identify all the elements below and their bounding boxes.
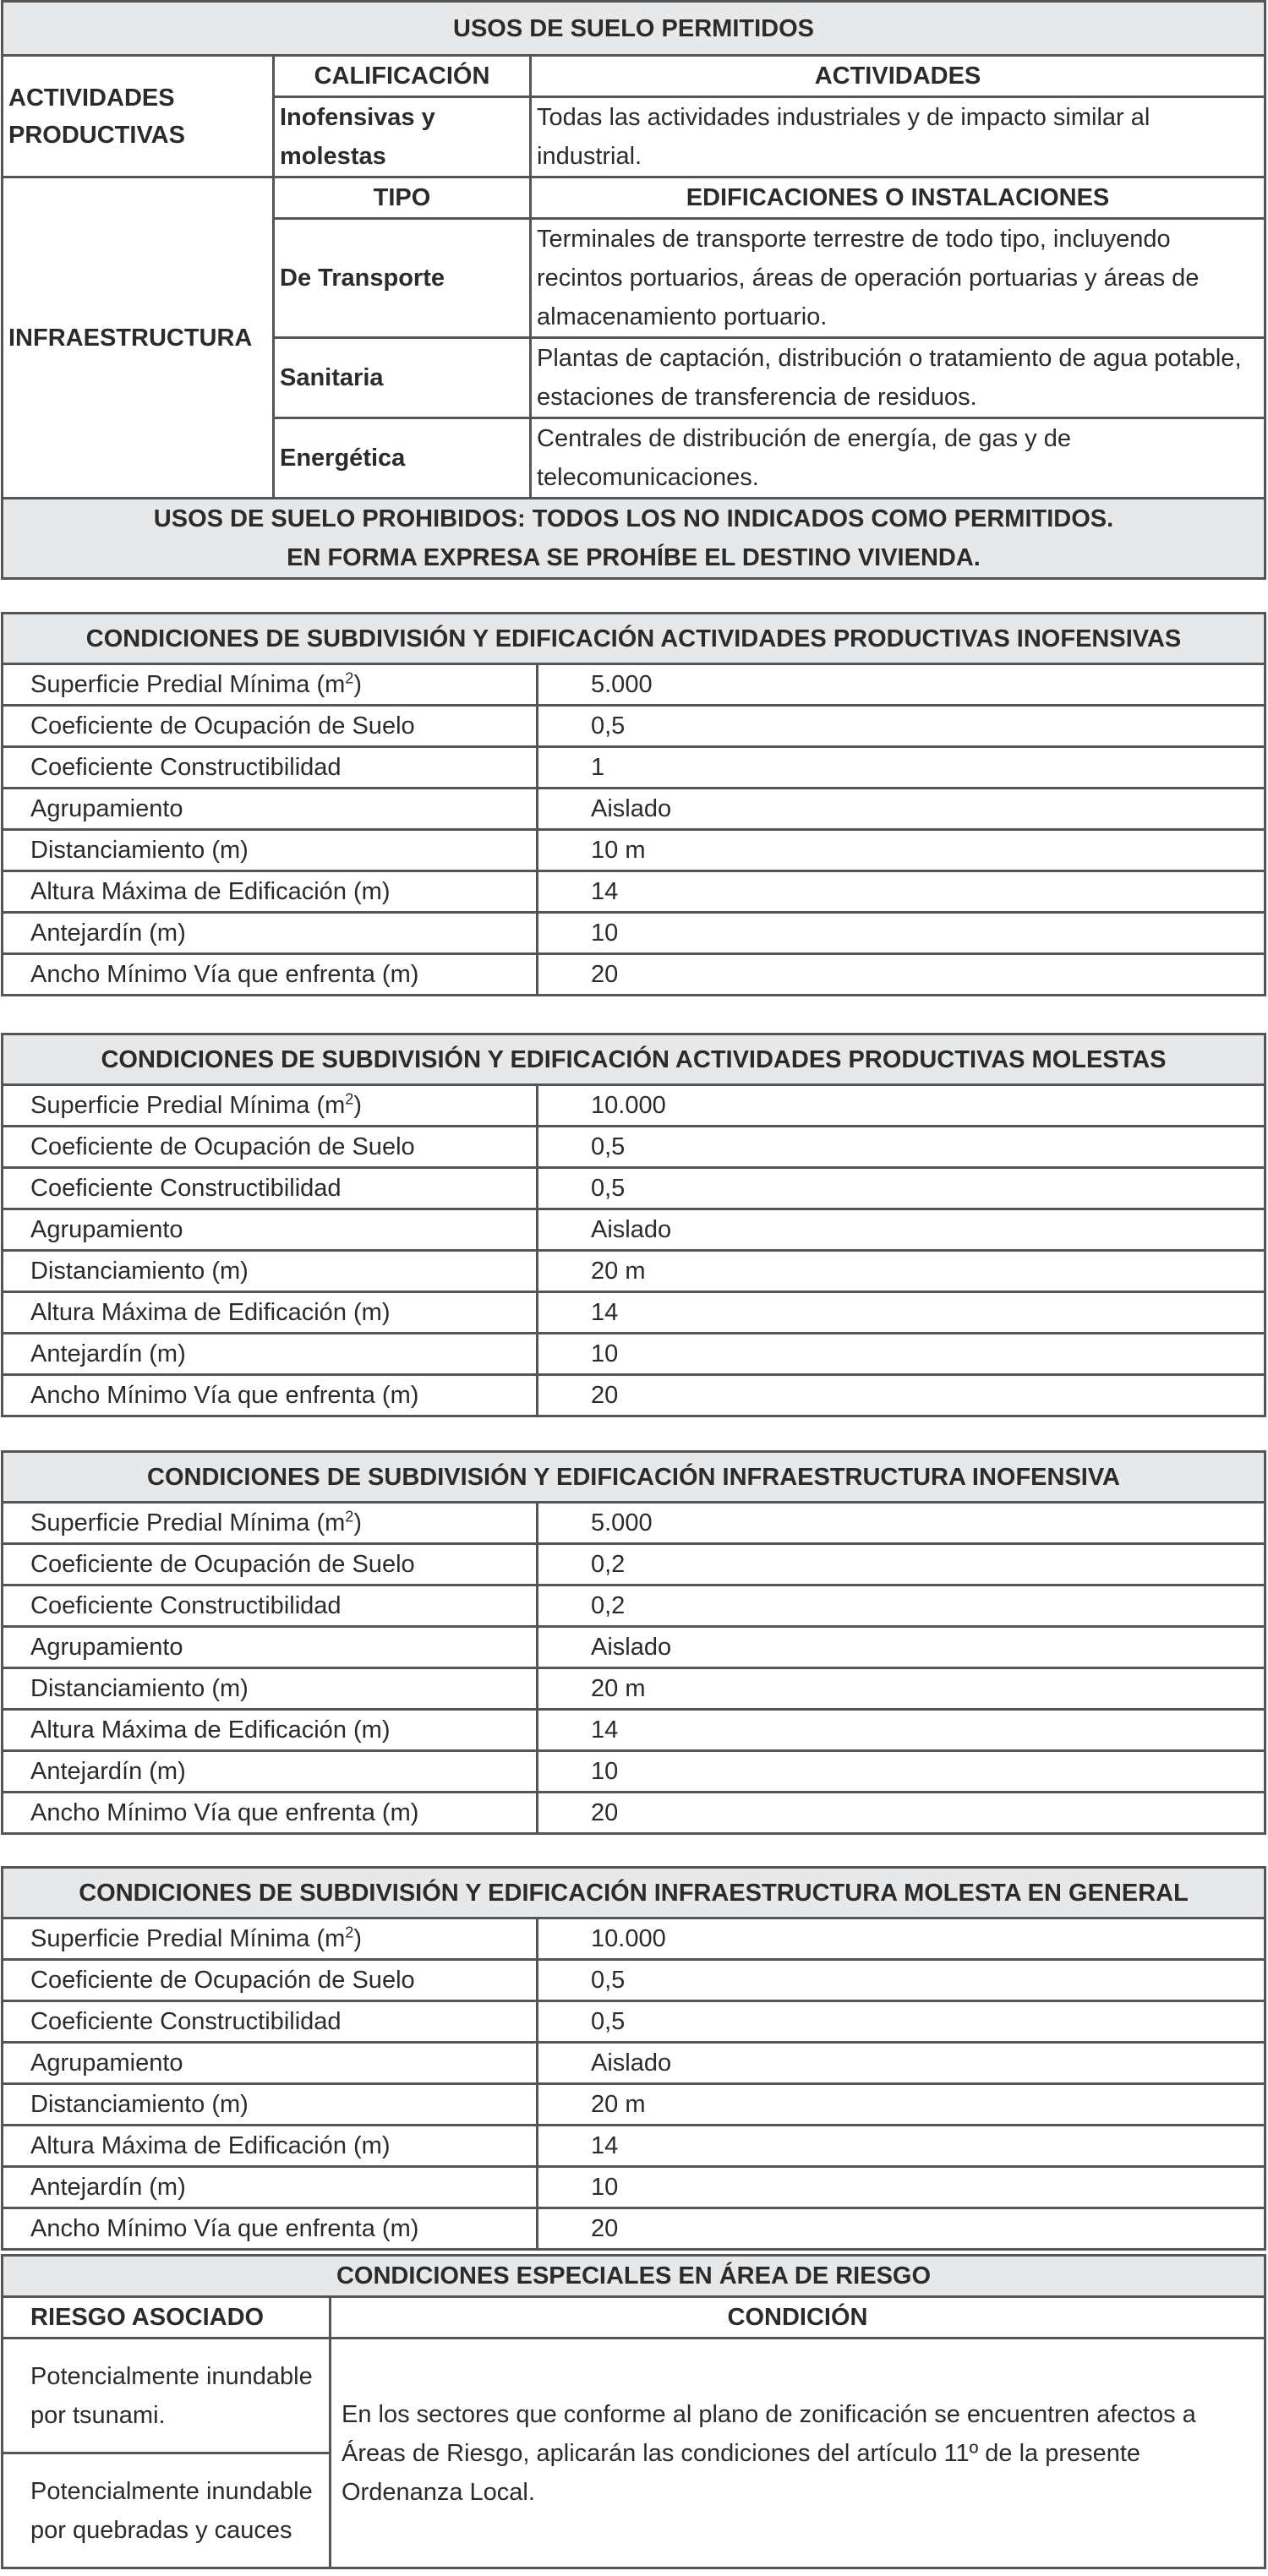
label-text: Ancho Mínimo Vía que enfrenta (m) xyxy=(30,961,419,988)
label-text: Superficie Predial Mínima (m xyxy=(30,671,346,698)
condicion-label xyxy=(3,664,538,706)
condicion-value: 5.000 xyxy=(538,1503,1265,1544)
label-text: Coeficiente Constructibilidad xyxy=(30,1175,342,1202)
condicion-value: 0,5 xyxy=(538,1168,1265,1209)
condicion-row xyxy=(3,954,1265,996)
condicion-row xyxy=(3,1585,1265,1627)
condicion-value: 0,5 xyxy=(538,1127,1265,1168)
label-superscript: 2 xyxy=(345,1924,354,1941)
usos-de-suelo-table xyxy=(1,0,1266,580)
condicion-value: 14 xyxy=(538,871,1265,913)
label-text: Agrupamiento xyxy=(30,1216,183,1243)
riesgo-value: Potencialmente inundable por quebradas y cauces xyxy=(3,2453,331,2568)
condiciones-rows xyxy=(3,664,1265,996)
condicion-row xyxy=(3,2001,1265,2043)
condicion-label xyxy=(3,913,538,954)
condicion-label xyxy=(3,2084,538,2126)
condicion-label xyxy=(3,2043,538,2084)
label-text: Antejardín (m) xyxy=(30,2174,186,2201)
condicion-row xyxy=(3,1668,1265,1710)
prohibidos-line-2: EN FORMA EXPRESA SE PROHÍBE EL DESTINO VIVIENDA. xyxy=(287,544,981,571)
condicion-label xyxy=(3,954,538,996)
condicion-label xyxy=(3,2126,538,2167)
condicion-row xyxy=(3,664,1265,706)
edificaciones-value: Terminales de transporte terrestre de todo tipo, incluyendo recintos portuarios, áreas de operación portuarias y áreas de almacenamiento portuario. xyxy=(531,219,1265,338)
condicion-row xyxy=(3,2167,1265,2208)
usos-title: USOS DE SUELO PERMITIDOS xyxy=(3,2,1265,56)
condicion-value: 10.000 xyxy=(538,1085,1265,1127)
condicion-label xyxy=(3,871,538,913)
label-suffix: ) xyxy=(353,1509,362,1536)
condiciones-title: CONDICIONES DE SUBDIVISIÓN Y EDIFICACIÓN ACTIVIDADES PRODUCTIVAS MOLESTAS xyxy=(3,1034,1265,1085)
condicion-value: Aislado xyxy=(538,2043,1265,2084)
condicion-label xyxy=(3,1127,538,1168)
condicion-value: 14 xyxy=(538,1710,1265,1751)
condiciones-table xyxy=(1,1866,1266,2251)
condicion-row xyxy=(3,2043,1265,2084)
condicion-row xyxy=(3,913,1265,954)
riesgo-asociado-header: RIESGO ASOCIADO xyxy=(3,2297,331,2339)
label-superscript: 2 xyxy=(345,1090,354,1108)
condicion-value: 20 xyxy=(538,954,1265,996)
actividades-header: ACTIVIDADES xyxy=(531,56,1265,97)
condicion-value: 0,2 xyxy=(538,1544,1265,1585)
condicion-label xyxy=(3,1544,538,1585)
condicion-row xyxy=(3,2084,1265,2126)
condicion-value: En los sectores que conforme al plano de zonificación se encuentren afectos a Áreas de Riesgo, aplicarán las condiciones del artículo 11º de la presente Ordenanza Local. xyxy=(331,2339,1265,2568)
label-text: Agrupamiento xyxy=(30,795,183,822)
condicion-label xyxy=(3,706,538,747)
condicion-row xyxy=(3,747,1265,789)
condiciones-table xyxy=(1,1033,1266,1417)
label-text: Distanciamiento (m) xyxy=(30,837,249,864)
label-text: Coeficiente de Ocupación de Suelo xyxy=(30,1967,415,1994)
label-text: Altura Máxima de Edificación (m) xyxy=(30,1716,391,1744)
condicion-label xyxy=(3,1334,538,1375)
label-text: Antejardín (m) xyxy=(30,920,186,947)
calificacion-header: CALIFICACIÓN xyxy=(274,56,531,97)
prohibidos-note xyxy=(3,499,1265,579)
condiciones-title: CONDICIONES DE SUBDIVISIÓN Y EDIFICACIÓN ACTIVIDADES PRODUCTIVAS INOFENSIVAS xyxy=(3,614,1265,664)
infraestructura-label: INFRAESTRUCTURA xyxy=(3,177,274,499)
condicion-value: 5.000 xyxy=(538,664,1265,706)
edificaciones-header: EDIFICACIONES O INSTALACIONES xyxy=(531,177,1265,219)
condicion-row xyxy=(3,1960,1265,2001)
condicion-row xyxy=(3,1627,1265,1668)
condicion-value: 10 xyxy=(538,1334,1265,1375)
condicion-value: Aislado xyxy=(538,1627,1265,1668)
condicion-row xyxy=(3,1292,1265,1334)
label-text: Coeficiente de Ocupación de Suelo xyxy=(30,1133,415,1160)
condicion-label xyxy=(3,747,538,789)
condicion-row xyxy=(3,706,1265,747)
label-text: Ancho Mínimo Vía que enfrenta (m) xyxy=(30,2215,419,2242)
condicion-row xyxy=(3,789,1265,830)
condicion-value: 0,5 xyxy=(538,1960,1265,2001)
condicion-label xyxy=(3,830,538,871)
condiciones-title: CONDICIONES DE SUBDIVISIÓN Y EDIFICACIÓN INFRAESTRUCTURA INOFENSIVA xyxy=(3,1452,1265,1503)
riesgo-row xyxy=(3,2339,1265,2453)
label-text: Coeficiente Constructibilidad xyxy=(30,1592,342,1619)
condicion-row xyxy=(3,871,1265,913)
condicion-value: 10 xyxy=(538,1751,1265,1793)
label-text: Coeficiente de Ocupación de Suelo xyxy=(30,712,415,740)
condicion-value: Aislado xyxy=(538,789,1265,830)
condicion-label xyxy=(3,2001,538,2043)
riesgo-table xyxy=(1,2254,1266,2569)
label-text: Agrupamiento xyxy=(30,1634,183,1661)
label-text: Superficie Predial Mínima (m xyxy=(30,1092,346,1119)
edificaciones-value: Plantas de captación, distribución o tratamiento de agua potable, estaciones de transferencia de residuos. xyxy=(531,338,1265,418)
condicion-value: 0,5 xyxy=(538,706,1265,747)
condicion-value: 20 m xyxy=(538,2084,1265,2126)
condicion-label xyxy=(3,2167,538,2208)
condicion-label xyxy=(3,2208,538,2250)
condicion-row xyxy=(3,830,1265,871)
label-text: Coeficiente Constructibilidad xyxy=(30,754,342,781)
condicion-label xyxy=(3,1503,538,1544)
label-suffix: ) xyxy=(353,671,362,698)
label-text: Agrupamiento xyxy=(30,2049,183,2077)
tipo-header: TIPO xyxy=(274,177,531,219)
condicion-label xyxy=(3,1585,538,1627)
condicion-value: 1 xyxy=(538,747,1265,789)
condicion-label xyxy=(3,1292,538,1334)
label-text: Ancho Mínimo Vía que enfrenta (m) xyxy=(30,1799,419,1826)
condicion-label xyxy=(3,1918,538,1960)
condiciones-rows xyxy=(3,1503,1265,1834)
condicion-value: 20 xyxy=(538,2208,1265,2250)
label-text: Altura Máxima de Edificación (m) xyxy=(30,878,391,905)
tipo-value: Sanitaria xyxy=(274,338,531,418)
tipo-value: De Transporte xyxy=(274,219,531,338)
condicion-value: 10 m xyxy=(538,830,1265,871)
condicion-label xyxy=(3,1085,538,1127)
condicion-row xyxy=(3,1127,1265,1168)
label-text: Ancho Mínimo Vía que enfrenta (m) xyxy=(30,1382,419,1409)
condicion-row xyxy=(3,1251,1265,1292)
label-text: Altura Máxima de Edificación (m) xyxy=(30,2132,391,2159)
condicion-row xyxy=(3,1375,1265,1416)
riesgo-value: Potencialmente inundable por tsunami. xyxy=(3,2339,331,2453)
label-text: Altura Máxima de Edificación (m) xyxy=(30,1299,391,1326)
condicion-label xyxy=(3,1375,538,1416)
condicion-value: 10.000 xyxy=(538,1918,1265,1960)
condicion-row xyxy=(3,1710,1265,1751)
condicion-label xyxy=(3,789,538,830)
condicion-value: 20 xyxy=(538,1375,1265,1416)
condiciones-rows xyxy=(3,1918,1265,2250)
productivas-label: ACTIVIDADES PRODUCTIVAS xyxy=(3,56,274,177)
calificacion-value: Inofensivas y molestas xyxy=(274,97,531,177)
condicion-row xyxy=(3,1751,1265,1793)
condicion-row xyxy=(3,1168,1265,1209)
condicion-header: CONDICIÓN xyxy=(331,2297,1265,2339)
label-text: Superficie Predial Mínima (m xyxy=(30,1925,346,1952)
condicion-label xyxy=(3,1627,538,1668)
label-text: Antejardín (m) xyxy=(30,1758,186,1785)
label-suffix: ) xyxy=(353,1925,362,1952)
label-text: Antejardín (m) xyxy=(30,1340,186,1367)
condicion-label xyxy=(3,1710,538,1751)
condicion-value: 0,2 xyxy=(538,1585,1265,1627)
prohibidos-line-1: USOS DE SUELO PROHIBIDOS: TODOS LOS NO INDICADOS COMO PERMITIDOS. xyxy=(153,505,1114,532)
condiciones-title: CONDICIONES DE SUBDIVISIÓN Y EDIFICACIÓN INFRAESTRUCTURA MOLESTA EN GENERAL xyxy=(3,1868,1265,1918)
condiciones-rows xyxy=(3,1085,1265,1416)
condicion-row xyxy=(3,1793,1265,1834)
condicion-row xyxy=(3,1503,1265,1544)
tipo-value: Energética xyxy=(274,418,531,499)
condicion-label xyxy=(3,1751,538,1793)
condicion-row xyxy=(3,1918,1265,1960)
label-superscript: 2 xyxy=(345,1508,354,1525)
condicion-label xyxy=(3,1251,538,1292)
condicion-value: 14 xyxy=(538,1292,1265,1334)
condicion-row xyxy=(3,1209,1265,1251)
condicion-row xyxy=(3,2208,1265,2250)
label-text: Coeficiente de Ocupación de Suelo xyxy=(30,1551,415,1578)
label-superscript: 2 xyxy=(345,669,354,687)
condicion-value: 20 m xyxy=(538,1668,1265,1710)
condicion-label xyxy=(3,1793,538,1834)
condicion-label xyxy=(3,1209,538,1251)
condicion-value: 14 xyxy=(538,2126,1265,2167)
edificaciones-value: Centrales de distribución de energía, de gas y de telecomunicaciones. xyxy=(531,418,1265,499)
label-text: Superficie Predial Mínima (m xyxy=(30,1509,346,1536)
condicion-row xyxy=(3,1085,1265,1127)
label-text: Distanciamiento (m) xyxy=(30,1258,249,1285)
actividades-value: Todas las actividades industriales y de impacto similar al industrial. xyxy=(531,97,1265,177)
condicion-value: Aislado xyxy=(538,1209,1265,1251)
label-text: Coeficiente Constructibilidad xyxy=(30,2008,342,2035)
label-suffix: ) xyxy=(353,1092,362,1119)
condicion-label xyxy=(3,1668,538,1710)
condicion-value: 20 m xyxy=(538,1251,1265,1292)
condicion-value: 20 xyxy=(538,1793,1265,1834)
condicion-label xyxy=(3,1960,538,2001)
condicion-label xyxy=(3,1168,538,1209)
riesgo-title: CONDICIONES ESPECIALES EN ÁREA DE RIESGO xyxy=(3,2256,1265,2297)
condiciones-table xyxy=(1,1450,1266,1835)
condicion-row xyxy=(3,2126,1265,2167)
condicion-row xyxy=(3,1544,1265,1585)
condiciones-table xyxy=(1,612,1266,996)
condicion-value: 10 xyxy=(538,2167,1265,2208)
label-text: Distanciamiento (m) xyxy=(30,1675,249,1702)
condicion-value: 0,5 xyxy=(538,2001,1265,2043)
condicion-row xyxy=(3,1334,1265,1375)
label-text: Distanciamiento (m) xyxy=(30,2091,249,2118)
condicion-value: 10 xyxy=(538,913,1265,954)
